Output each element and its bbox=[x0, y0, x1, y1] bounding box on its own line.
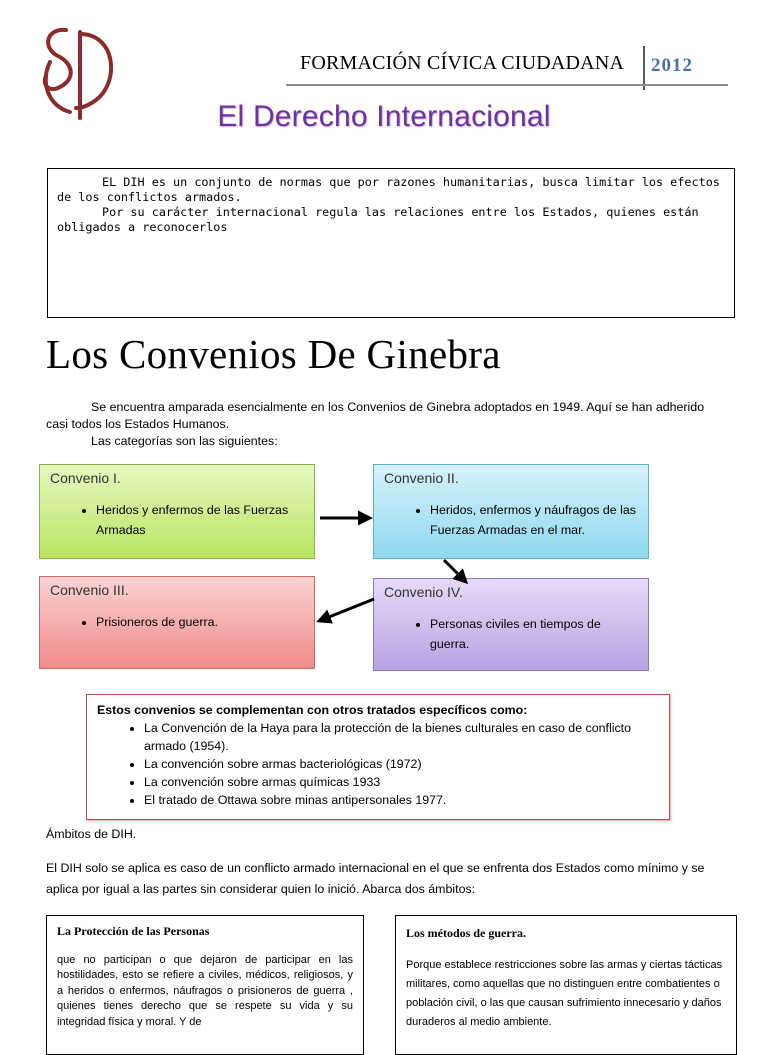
definition-paragraph-1: EL DIH es un conjunto de normas que por razones humanitarias, busca limitar los efectos de los conflictos armados. bbox=[57, 175, 720, 204]
list-item: • La Convención de la Haya para la protección de la bienes culturales en caso de conflicto armado (1954). bbox=[144, 719, 659, 755]
year-label: 2012 bbox=[651, 55, 693, 76]
card-title: La Protección de las Personas bbox=[57, 924, 210, 938]
section-heading: Los Convenios De Ginebra bbox=[46, 331, 501, 377]
ambitos-paragraph: El DIH solo se aplica es caso de un conflicto armado internacional en el que se enfrenta dos Estados como mínimo y se aplica por igual a las partes sin considerar quien lo inició. Abarca dos ámbitos: bbox=[46, 861, 705, 896]
intro-paragraph: Se encuentra amparada esencialmente en los Convenios de Ginebra adoptados en 1949. Aquí se han adherido casi todos los Estados Humanos. bbox=[46, 400, 705, 431]
list-item: • El tratado de Ottawa sobre minas antipersonales 1977. bbox=[144, 791, 659, 809]
methods-card bbox=[395, 915, 737, 1055]
convenio-item: • Personas civiles en tiempos de guerra. bbox=[430, 614, 638, 654]
card-title: Los métodos de guerra. bbox=[406, 926, 526, 940]
convenio-title: Convenio II. bbox=[384, 470, 459, 486]
convenio-title: Convenio IV. bbox=[384, 584, 463, 600]
treaties-list bbox=[97, 719, 659, 809]
treaties-heading: Estos convenios se complementan con otros tratados específicos como: bbox=[97, 703, 528, 717]
arrow-down-icon bbox=[444, 560, 466, 582]
treaties-box bbox=[86, 694, 670, 820]
course-title: FORMACIÓN CÍVICA CIUDADANA bbox=[300, 52, 625, 74]
convenio-title: Convenio III. bbox=[50, 582, 129, 598]
ambitos-heading: Ámbitos de DIH. bbox=[46, 827, 137, 841]
arrow-left-icon bbox=[319, 599, 374, 621]
convenio-title: Convenio I. bbox=[50, 470, 121, 486]
list-item: • La convención sobre armas bacteriológicas (1972) bbox=[144, 755, 659, 773]
convenio-item: • Prisioneros de guerra. bbox=[96, 612, 304, 632]
card-text: Porque establece restricciones sobre las armas y ciertas tácticas militares, como aquellas que no distinguen entre combatientes o población civil, o las que causan sufrimiento innecesario y daños duraderos al medio ambiente. bbox=[406, 959, 723, 1028]
protection-card bbox=[46, 915, 364, 1055]
categories-label: Las categorías son las siguientes: bbox=[91, 434, 278, 448]
document-title: El Derecho Internacional bbox=[217, 100, 551, 133]
definition-paragraph-2: Por su carácter internacional regula las relaciones entre los Estados, quienes están obligados a reconocerlos bbox=[57, 205, 699, 234]
convenio-item: • Heridos y enfermos de las Fuerzas Armadas bbox=[96, 500, 304, 540]
card-text: que no participan o que dejaron de participar en las hostilidades, esto se refiere a civiles, médicos, religiosos, y a heridos o enfermos, náufragos o prisioneros de guerra , quienes tienes derecho que se respete su vida y su integridad física y moral. Y de bbox=[57, 953, 353, 1028]
list-item: • La convención sobre armas químicas 1933 bbox=[144, 773, 659, 791]
convenio-item: • Heridos, enfermos y náufragos de las Fuerzas Armadas en el mar. bbox=[430, 500, 638, 540]
